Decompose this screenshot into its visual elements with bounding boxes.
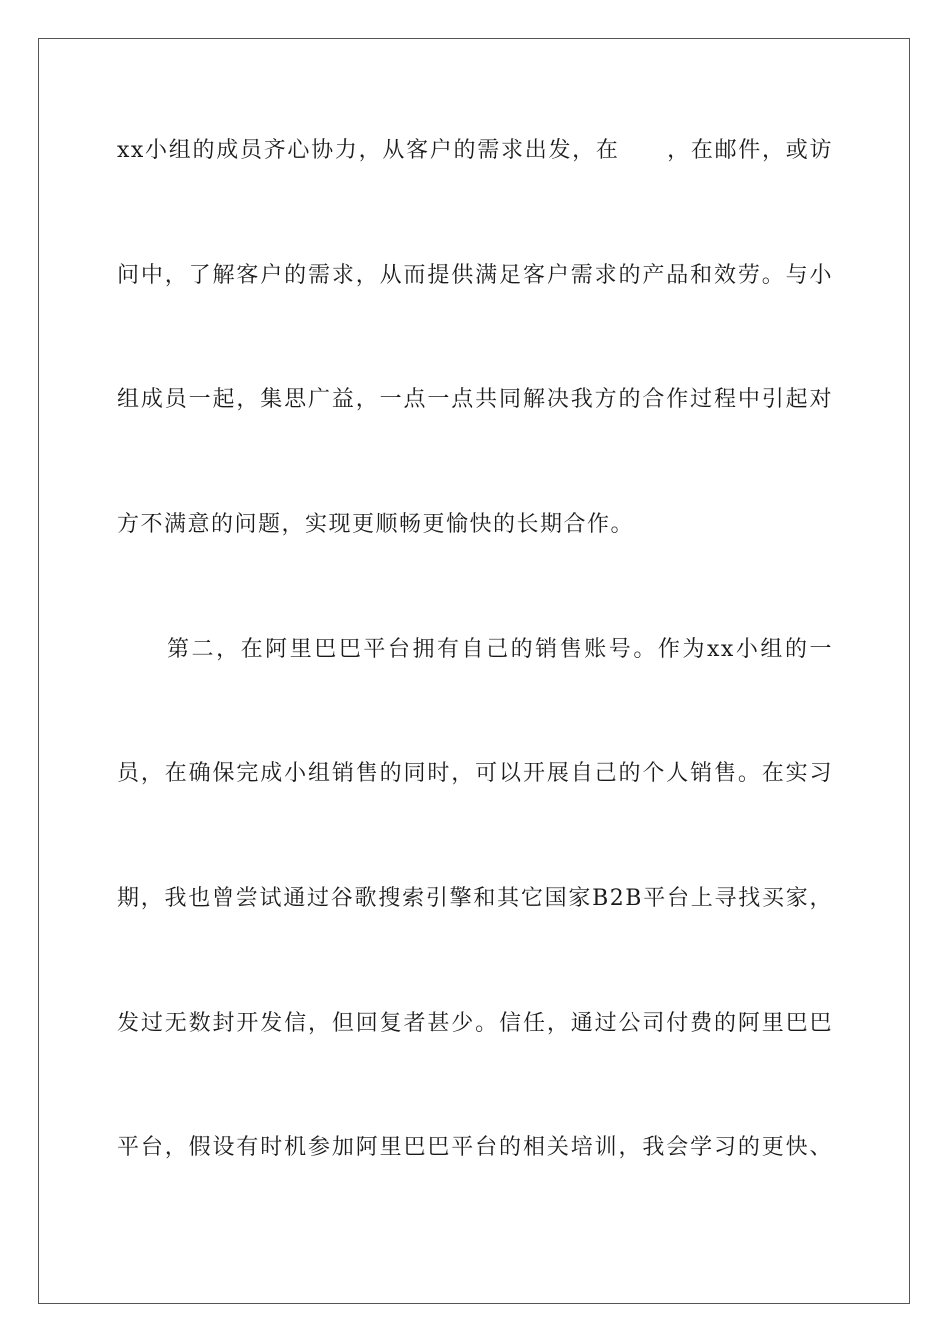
- text-line-8: 发过无数封开发信，但回复者甚少。信任，通过公司付费的阿里巴巴: [117, 1011, 833, 1036]
- text-line-4: 方不满意的问题，实现更顺畅更愉快的长期合作。: [117, 512, 635, 537]
- text-line-2: 问中，了解客户的需求，从而提供满足客户需求的产品和效劳。与小: [117, 263, 833, 288]
- text-line-9: 平台，假设有时机参加阿里巴巴平台的相关培训，我会学习的更快、: [117, 1135, 833, 1160]
- page-frame: [38, 38, 910, 1304]
- text-line-3: 组成员一起，集思广益，一点一点共同解决我方的合作过程中引起对: [117, 387, 833, 412]
- text-line-6: 员，在确保完成小组销售的同时，可以开展自己的个人销售。在实习: [117, 761, 833, 786]
- text-line-7: 期，我也曾尝试通过谷歌搜索引擎和其它国家B2B平台上寻找买家，: [117, 886, 833, 911]
- text-line-1: xx小组的成员齐心协力，从客户的需求出发，在 ，在邮件，或访: [117, 138, 833, 163]
- text-line-5: 第二，在阿里巴巴平台拥有自己的销售账号。作为xx小组的一: [167, 637, 833, 662]
